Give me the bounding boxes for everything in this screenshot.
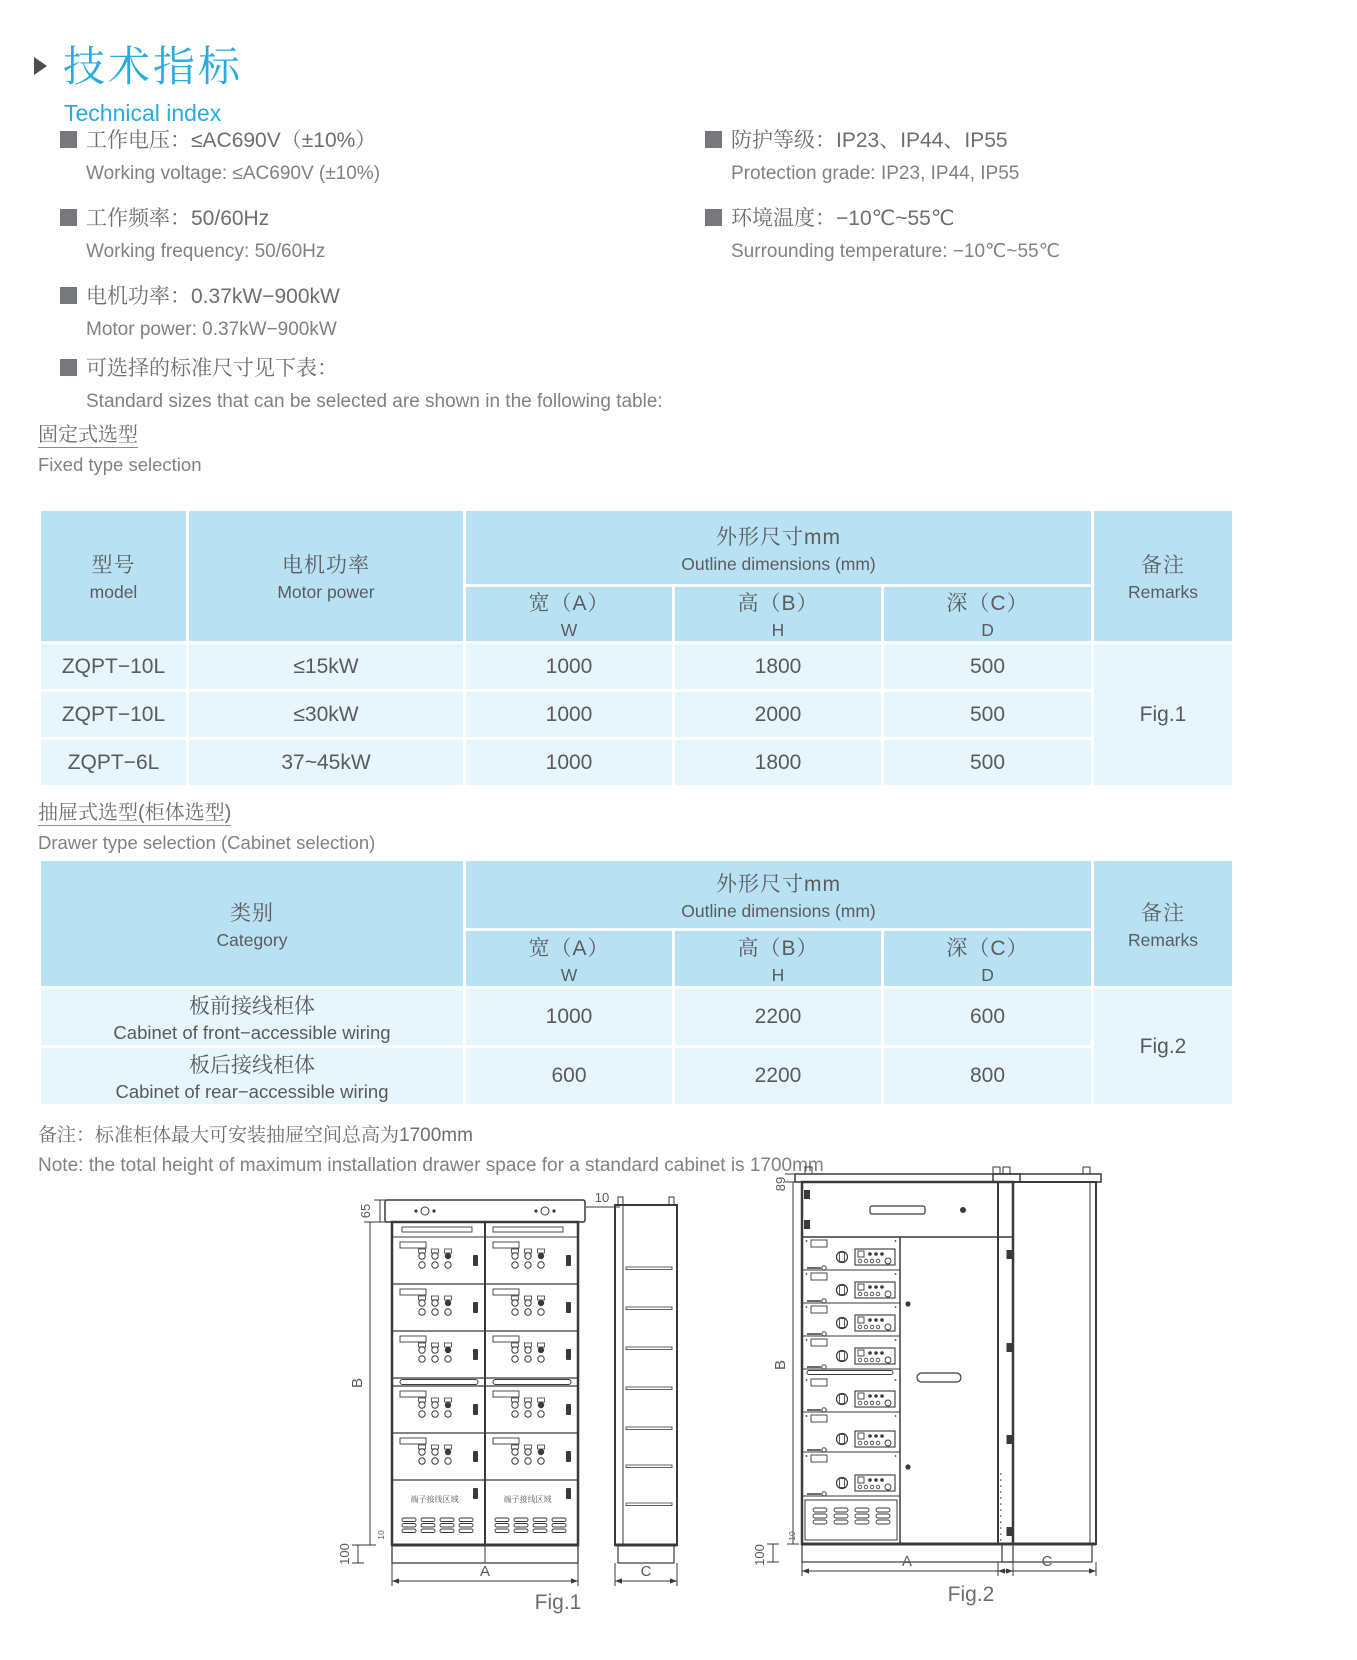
arrow-right-icon (34, 57, 47, 75)
bullet-square-icon (705, 209, 722, 226)
section-drawer-type (38, 796, 375, 854)
cell-width: 1000 (465, 988, 674, 1047)
bullet-square-icon (60, 209, 77, 226)
col-category-header: 类别 Category (40, 860, 465, 988)
cell-depth: 500 (883, 691, 1093, 739)
cell-width: 1000 (465, 691, 674, 739)
spec-zh-text: 工作电压：≤AC690V（±10%） (86, 129, 377, 152)
svg-text:A: A (479, 1563, 491, 1580)
cell-depth: 800 (883, 1047, 1093, 1106)
table-row (40, 691, 1234, 739)
col-width-header: 宽（A） W (465, 586, 674, 643)
cell-height: 1800 (674, 643, 883, 691)
table-row (40, 643, 1234, 691)
cell-category: 板后接线柜体 Cabinet of rear−accessible wiring (40, 1047, 465, 1106)
fixed-type-table (38, 508, 1235, 788)
page-header (34, 34, 243, 127)
svg-text:100: 100 (752, 1544, 767, 1566)
spec-zh-text: 工作频率：50/60Hz (86, 207, 270, 230)
cell-height: 2200 (674, 1047, 883, 1106)
cell-width: 600 (465, 1047, 674, 1106)
cell-remarks: Fig.2 (1093, 988, 1234, 1106)
cell-depth: 500 (883, 739, 1093, 787)
svg-text:端子接线区域: 端子接线区域 (503, 1495, 552, 1504)
col-remarks-header: 备注 Remarks (1093, 510, 1234, 643)
spec-surrounding-temperature (705, 202, 1320, 262)
cell-depth: 600 (883, 988, 1093, 1047)
col-depth-header: 深（C） D (883, 930, 1093, 988)
spec-en-text: Working voltage: ≤AC690V (±10%) (86, 163, 381, 184)
cell-motor: ≤30kW (188, 691, 465, 739)
section-title-en: Drawer type selection (Cabinet selection) (38, 832, 376, 853)
bullet-square-icon (60, 131, 77, 148)
svg-text:B: B (772, 1359, 789, 1371)
svg-text:Fig.2: Fig.2 (947, 1583, 995, 1606)
spec-zh-text: 电机功率：0.37kW−900kW (86, 285, 340, 308)
spec-motor-power (60, 280, 705, 340)
cell-model: ZQPT−10L (40, 643, 188, 691)
spec-en-text: Surrounding temperature: −10℃~55℃ (731, 241, 1060, 262)
svg-text:端子接线区域: 端子接线区域 (410, 1495, 459, 1504)
bullet-square-icon (60, 359, 77, 376)
cell-depth: 500 (883, 643, 1093, 691)
cell-motor: ≤15kW (188, 643, 465, 691)
cell-model: ZQPT−10L (40, 691, 188, 739)
svg-text:C: C (640, 1563, 652, 1580)
col-outline-dimensions-header: 外形尺寸mm Outline dimensions (mm) (465, 510, 1093, 586)
bullet-square-icon (705, 131, 722, 148)
table-header-row (40, 510, 1234, 586)
col-height-header: 高（B） H (674, 930, 883, 988)
cell-height: 2000 (674, 691, 883, 739)
svg-text:A: A (901, 1553, 913, 1570)
spec-en-text: Standard sizes that can be selected are shown in the following table: (86, 391, 663, 412)
col-width-header: 宽（A） W (465, 930, 674, 988)
svg-text:65: 65 (358, 1203, 373, 1219)
footnote-en: Note: the total height of maximum installation drawer space for a standard cabinet is 1700mm (38, 1155, 824, 1176)
spec-en-text: Protection grade: IP23, IP44, IP55 (731, 163, 1020, 184)
table-row (40, 988, 1234, 1047)
svg-text:89: 89 (773, 1176, 788, 1192)
footnote-zh: 备注：标准柜体最大可安装抽屉空间总高为1700mm (38, 1125, 473, 1146)
spec-zh-text: 环境温度：−10℃~55℃ (731, 207, 955, 230)
section-title-zh: 固定式选型 (38, 424, 138, 446)
spec-zh-text: 防护等级：IP23、IP44、IP55 (731, 129, 1008, 152)
fig2-cabinet-drawing (745, 1092, 1115, 1612)
svg-text:10: 10 (787, 1531, 797, 1541)
spec-protection-grade (705, 124, 1320, 184)
cell-width: 1000 (465, 739, 674, 787)
spec-column-left (60, 124, 705, 358)
spec-en-text: Motor power: 0.37kW−900kW (86, 319, 337, 340)
bullet-square-icon (60, 287, 77, 304)
page-title: 技术指标 (63, 43, 244, 90)
col-height-header: 高（B） H (674, 586, 883, 643)
cell-height: 2200 (674, 988, 883, 1047)
col-depth-header: 深（C） D (883, 586, 1093, 643)
svg-text:10: 10 (376, 1530, 386, 1540)
col-remarks-header: 备注 Remarks (1093, 860, 1234, 988)
section-fixed-type (38, 418, 202, 476)
col-outline-dimensions-header: 外形尺寸mm Outline dimensions (mm) (465, 860, 1093, 930)
svg-text:100: 100 (337, 1543, 352, 1565)
fig1-cabinet-drawing (330, 1145, 695, 1615)
spec-column-right (705, 124, 1320, 358)
svg-text:10: 10 (594, 1190, 610, 1205)
spec-list (60, 124, 1320, 358)
svg-text:Fig.1: Fig.1 (534, 1591, 582, 1614)
page-subtitle: Technical index (64, 100, 222, 126)
spec-working-voltage (60, 124, 705, 184)
drawer-type-table (38, 858, 1235, 1107)
cell-remarks: Fig.1 (1093, 643, 1234, 787)
spec-zh-text: 可选择的标准尺寸见下表： (86, 357, 338, 380)
table-row (40, 739, 1234, 787)
cell-category: 板前接线柜体 Cabinet of front−accessible wiring (40, 988, 465, 1047)
spec-working-frequency (60, 202, 705, 262)
section-title-en: Fixed type selection (38, 454, 202, 475)
cell-motor: 37~45kW (188, 739, 465, 787)
col-motor-power-header: 电机功率 Motor power (188, 510, 465, 643)
section-title-zh: 抽屉式选型(柜体选型) (38, 802, 232, 824)
table-header-row (40, 860, 1234, 930)
cell-width: 1000 (465, 643, 674, 691)
svg-text:B: B (349, 1377, 366, 1389)
spec-en-text: Working frequency: 50/60Hz (86, 241, 326, 262)
cell-height: 1800 (674, 739, 883, 787)
col-model-header: 型号 model (40, 510, 188, 643)
svg-text:C: C (1041, 1553, 1053, 1570)
cell-model: ZQPT−6L (40, 739, 188, 787)
